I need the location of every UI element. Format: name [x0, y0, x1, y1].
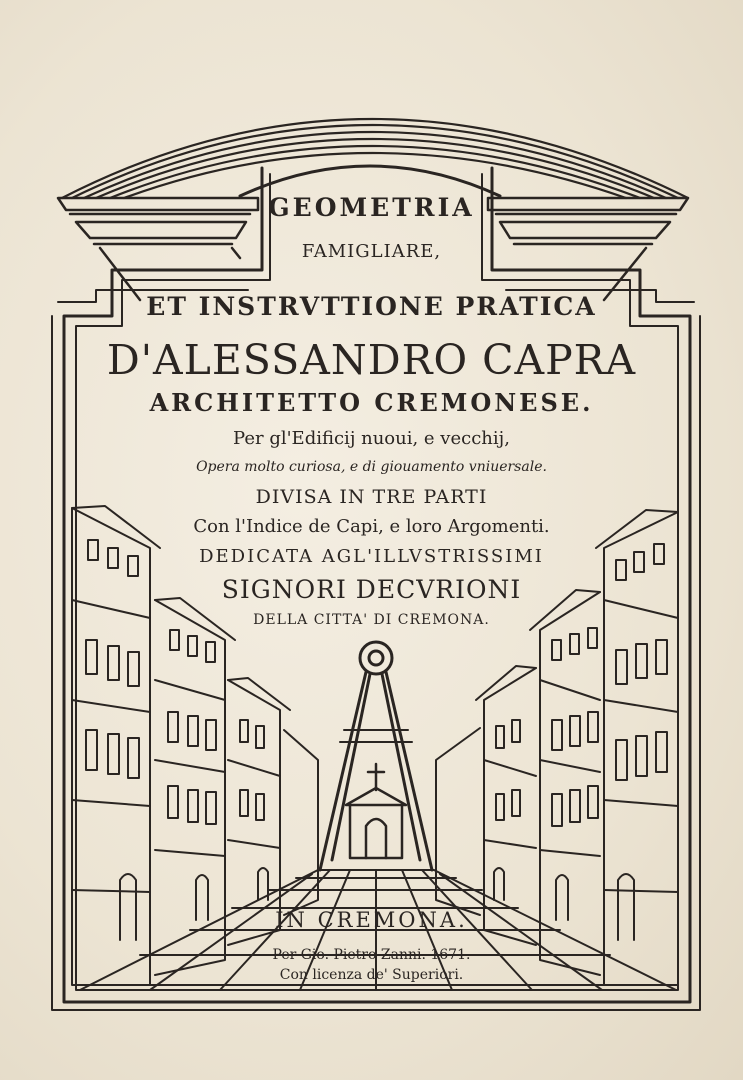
author-profession: ARCHITETTO CREMONESE. [149, 388, 594, 417]
place-of-publication: IN CREMONA. [275, 908, 468, 932]
index-note: Con l'Indice de Capi, e loro Argomenti. [193, 516, 550, 537]
license-line: Con licenza de' Superiori. [279, 967, 464, 983]
compass [320, 642, 432, 870]
subtitle-edifici: Per gl'Edificij nuoui, e vecchij, [233, 428, 510, 449]
author-name: D'ALESSANDRO CAPRA [106, 336, 637, 384]
dedicatees-line: SIGNORI DECVRIONI [221, 575, 522, 604]
division-note: DIVISA IN TRE PARTI [255, 486, 488, 508]
title-line-geometria: GEOMETRIA [268, 193, 475, 222]
title-line-instruttione: ET INSTRVTTIONE PRATICA [146, 292, 597, 321]
city-line: DELLA CITTA' DI CREMONA. [253, 612, 490, 628]
dedication-line: DEDICATA AGL'ILLVSTRISSIMI [199, 546, 544, 567]
title-line-famigliare: FAMIGLIARE, [301, 241, 442, 262]
imprint-line: Per Gio. Pietro Zanni. 1671. [272, 947, 471, 963]
chapel [346, 764, 406, 858]
subtitle-opera: Opera molto curiosa, e di giouamento vniuersale. [196, 459, 547, 475]
arch [62, 119, 688, 198]
